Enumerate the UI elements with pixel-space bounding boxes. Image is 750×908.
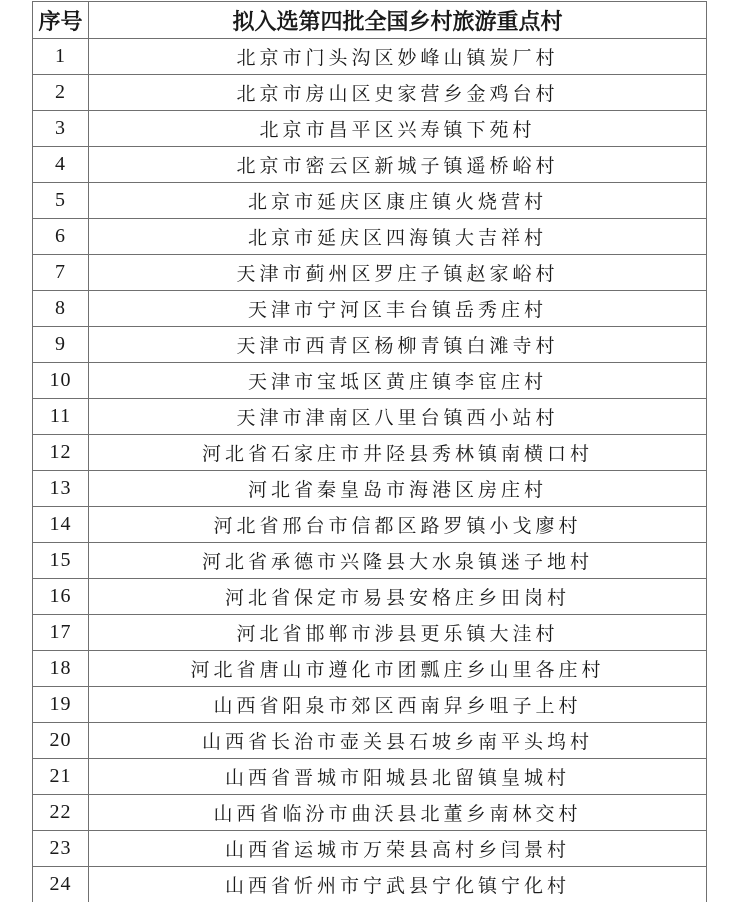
row-index: 21 <box>33 759 89 795</box>
row-index: 5 <box>33 183 89 219</box>
row-index: 13 <box>33 471 89 507</box>
village-name: 山西省阳泉市郊区西南舁乡咀子上村 <box>89 687 707 723</box>
village-name: 山西省忻州市宁武县宁化镇宁化村 <box>89 867 707 903</box>
row-index: 23 <box>33 831 89 867</box>
village-name: 天津市津南区八里台镇西小站村 <box>89 399 707 435</box>
village-name: 北京市房山区史家营乡金鸡台村 <box>89 75 707 111</box>
table-row <box>33 651 707 687</box>
row-index: 9 <box>33 327 89 363</box>
village-name: 河北省承德市兴隆县大水泉镇迷子地村 <box>89 543 707 579</box>
village-name: 天津市宁河区丰台镇岳秀庄村 <box>89 291 707 327</box>
row-index: 22 <box>33 795 89 831</box>
row-index: 18 <box>33 651 89 687</box>
table-row <box>33 435 707 471</box>
table-row <box>33 363 707 399</box>
row-index: 19 <box>33 687 89 723</box>
table-row <box>33 471 707 507</box>
row-index: 3 <box>33 111 89 147</box>
village-name: 山西省临汾市曲沃县北董乡南林交村 <box>89 795 707 831</box>
village-name: 河北省邯郸市涉县更乐镇大洼村 <box>89 615 707 651</box>
table-row <box>33 327 707 363</box>
village-name: 山西省晋城市阳城县北留镇皇城村 <box>89 759 707 795</box>
row-index: 7 <box>33 255 89 291</box>
row-index: 17 <box>33 615 89 651</box>
table-header-row <box>33 2 707 39</box>
village-name: 河北省邢台市信都区路罗镇小戈廖村 <box>89 507 707 543</box>
village-name: 北京市延庆区康庄镇火烧营村 <box>89 183 707 219</box>
table-row <box>33 399 707 435</box>
table-row <box>33 831 707 867</box>
row-index: 10 <box>33 363 89 399</box>
village-name: 河北省秦皇岛市海港区房庄村 <box>89 471 707 507</box>
table-row <box>33 183 707 219</box>
table-body <box>33 39 707 903</box>
row-index: 11 <box>33 399 89 435</box>
row-index: 12 <box>33 435 89 471</box>
table-row <box>33 507 707 543</box>
header-village-name: 拟入选第四批全国乡村旅游重点村 <box>89 2 707 39</box>
table-row <box>33 255 707 291</box>
row-index: 14 <box>33 507 89 543</box>
table-row <box>33 39 707 75</box>
row-index: 8 <box>33 291 89 327</box>
table-row <box>33 543 707 579</box>
table-row <box>33 687 707 723</box>
table-row <box>33 867 707 903</box>
village-name: 北京市门头沟区妙峰山镇炭厂村 <box>89 39 707 75</box>
row-index: 4 <box>33 147 89 183</box>
village-name: 山西省长治市壶关县石坡乡南平头坞村 <box>89 723 707 759</box>
row-index: 6 <box>33 219 89 255</box>
village-name: 北京市昌平区兴寿镇下苑村 <box>89 111 707 147</box>
village-name: 天津市西青区杨柳青镇白滩寺村 <box>89 327 707 363</box>
table-row <box>33 723 707 759</box>
table-row <box>33 75 707 111</box>
table-row <box>33 147 707 183</box>
table-row <box>33 291 707 327</box>
table-row <box>33 579 707 615</box>
table-row <box>33 795 707 831</box>
village-list-table <box>32 1 707 902</box>
village-name: 山西省运城市万荣县高村乡闫景村 <box>89 831 707 867</box>
village-name: 天津市宝坻区黄庄镇李宦庄村 <box>89 363 707 399</box>
table-row <box>33 111 707 147</box>
village-name: 河北省石家庄市井陉县秀林镇南横口村 <box>89 435 707 471</box>
row-index: 1 <box>33 39 89 75</box>
table-row <box>33 759 707 795</box>
row-index: 24 <box>33 867 89 903</box>
village-name: 北京市密云区新城子镇遥桥峪村 <box>89 147 707 183</box>
village-name: 河北省保定市易县安格庄乡田岗村 <box>89 579 707 615</box>
header-index: 序号 <box>33 2 89 39</box>
village-name: 北京市延庆区四海镇大吉祥村 <box>89 219 707 255</box>
table-row <box>33 615 707 651</box>
row-index: 16 <box>33 579 89 615</box>
village-name: 天津市蓟州区罗庄子镇赵家峪村 <box>89 255 707 291</box>
row-index: 20 <box>33 723 89 759</box>
village-name: 河北省唐山市遵化市团瓢庄乡山里各庄村 <box>89 651 707 687</box>
table-row <box>33 219 707 255</box>
row-index: 2 <box>33 75 89 111</box>
row-index: 15 <box>33 543 89 579</box>
